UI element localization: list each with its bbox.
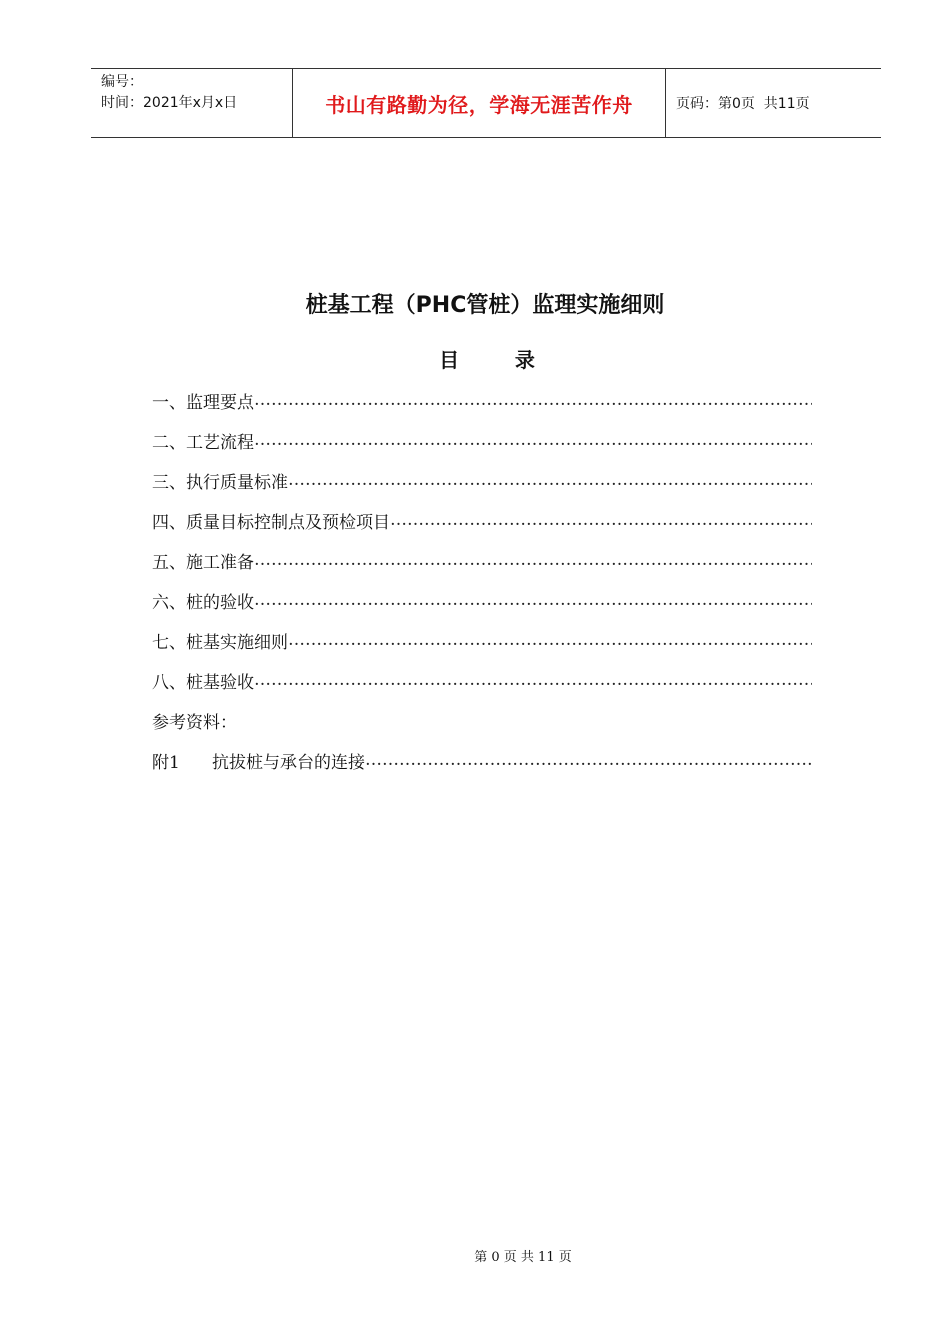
toc-item-label: 一、监理要点: [152, 392, 254, 413]
toc-references: [152, 700, 812, 740]
toc-leader-dots: [288, 630, 812, 650]
toc-item[interactable]: [152, 620, 812, 660]
toc-item-label: 四、质量目标控制点及预检项目: [152, 512, 390, 533]
page-header: [91, 68, 881, 138]
document-number-label: 编号：: [101, 74, 143, 90]
document-title: 桩基工程（PHC管桩）监理实施细则: [305, 293, 665, 318]
header-page-info: 页码：第0页 共11页: [676, 96, 810, 112]
appendix-label: 抗拔桩与承台的连接: [212, 752, 365, 773]
toc-item[interactable]: [152, 660, 812, 700]
toc-leader-dots: [254, 590, 812, 610]
toc-item-label: 七、桩基实施细则: [152, 632, 288, 653]
toc-leader-dots: [254, 390, 812, 410]
toc-leader-dots: [365, 750, 812, 770]
toc-leader-dots: [254, 670, 812, 690]
toc-leader-dots: [254, 430, 812, 450]
appendix-number: 附1: [152, 752, 180, 773]
header-meta: [91, 69, 293, 137]
toc-item[interactable]: [152, 580, 812, 620]
toc-item-label: 六、桩的验收: [152, 592, 254, 613]
toc-leader-dots: [288, 470, 812, 490]
toc-item[interactable]: [152, 380, 812, 420]
toc-item[interactable]: [152, 460, 812, 500]
toc-leader-dots: [390, 510, 812, 530]
toc-item[interactable]: [152, 540, 812, 580]
page-footer: 第 0 页 共 11 页: [474, 1250, 572, 1265]
toc-item-label: 二、工艺流程: [152, 432, 254, 453]
toc-item-label: 五、施工准备: [152, 552, 254, 573]
toc-heading: 目 录: [439, 348, 535, 372]
toc-leader-dots: [254, 550, 812, 570]
toc-item-label: 八、桩基验收: [152, 672, 254, 693]
toc-item[interactable]: [152, 420, 812, 460]
toc-item[interactable]: [152, 500, 812, 540]
header-motto: 书山有路勤为径，学海无涯苦作舟: [293, 69, 666, 137]
toc-appendix-item[interactable]: [152, 740, 812, 780]
references-label: 参考资料：: [152, 712, 237, 733]
toc-item-label: 三、执行质量标准: [152, 472, 288, 493]
appendix-entry: [152, 748, 365, 773]
table-of-contents: [152, 380, 812, 780]
document-time: 时间：2021年x月x日: [101, 95, 238, 111]
